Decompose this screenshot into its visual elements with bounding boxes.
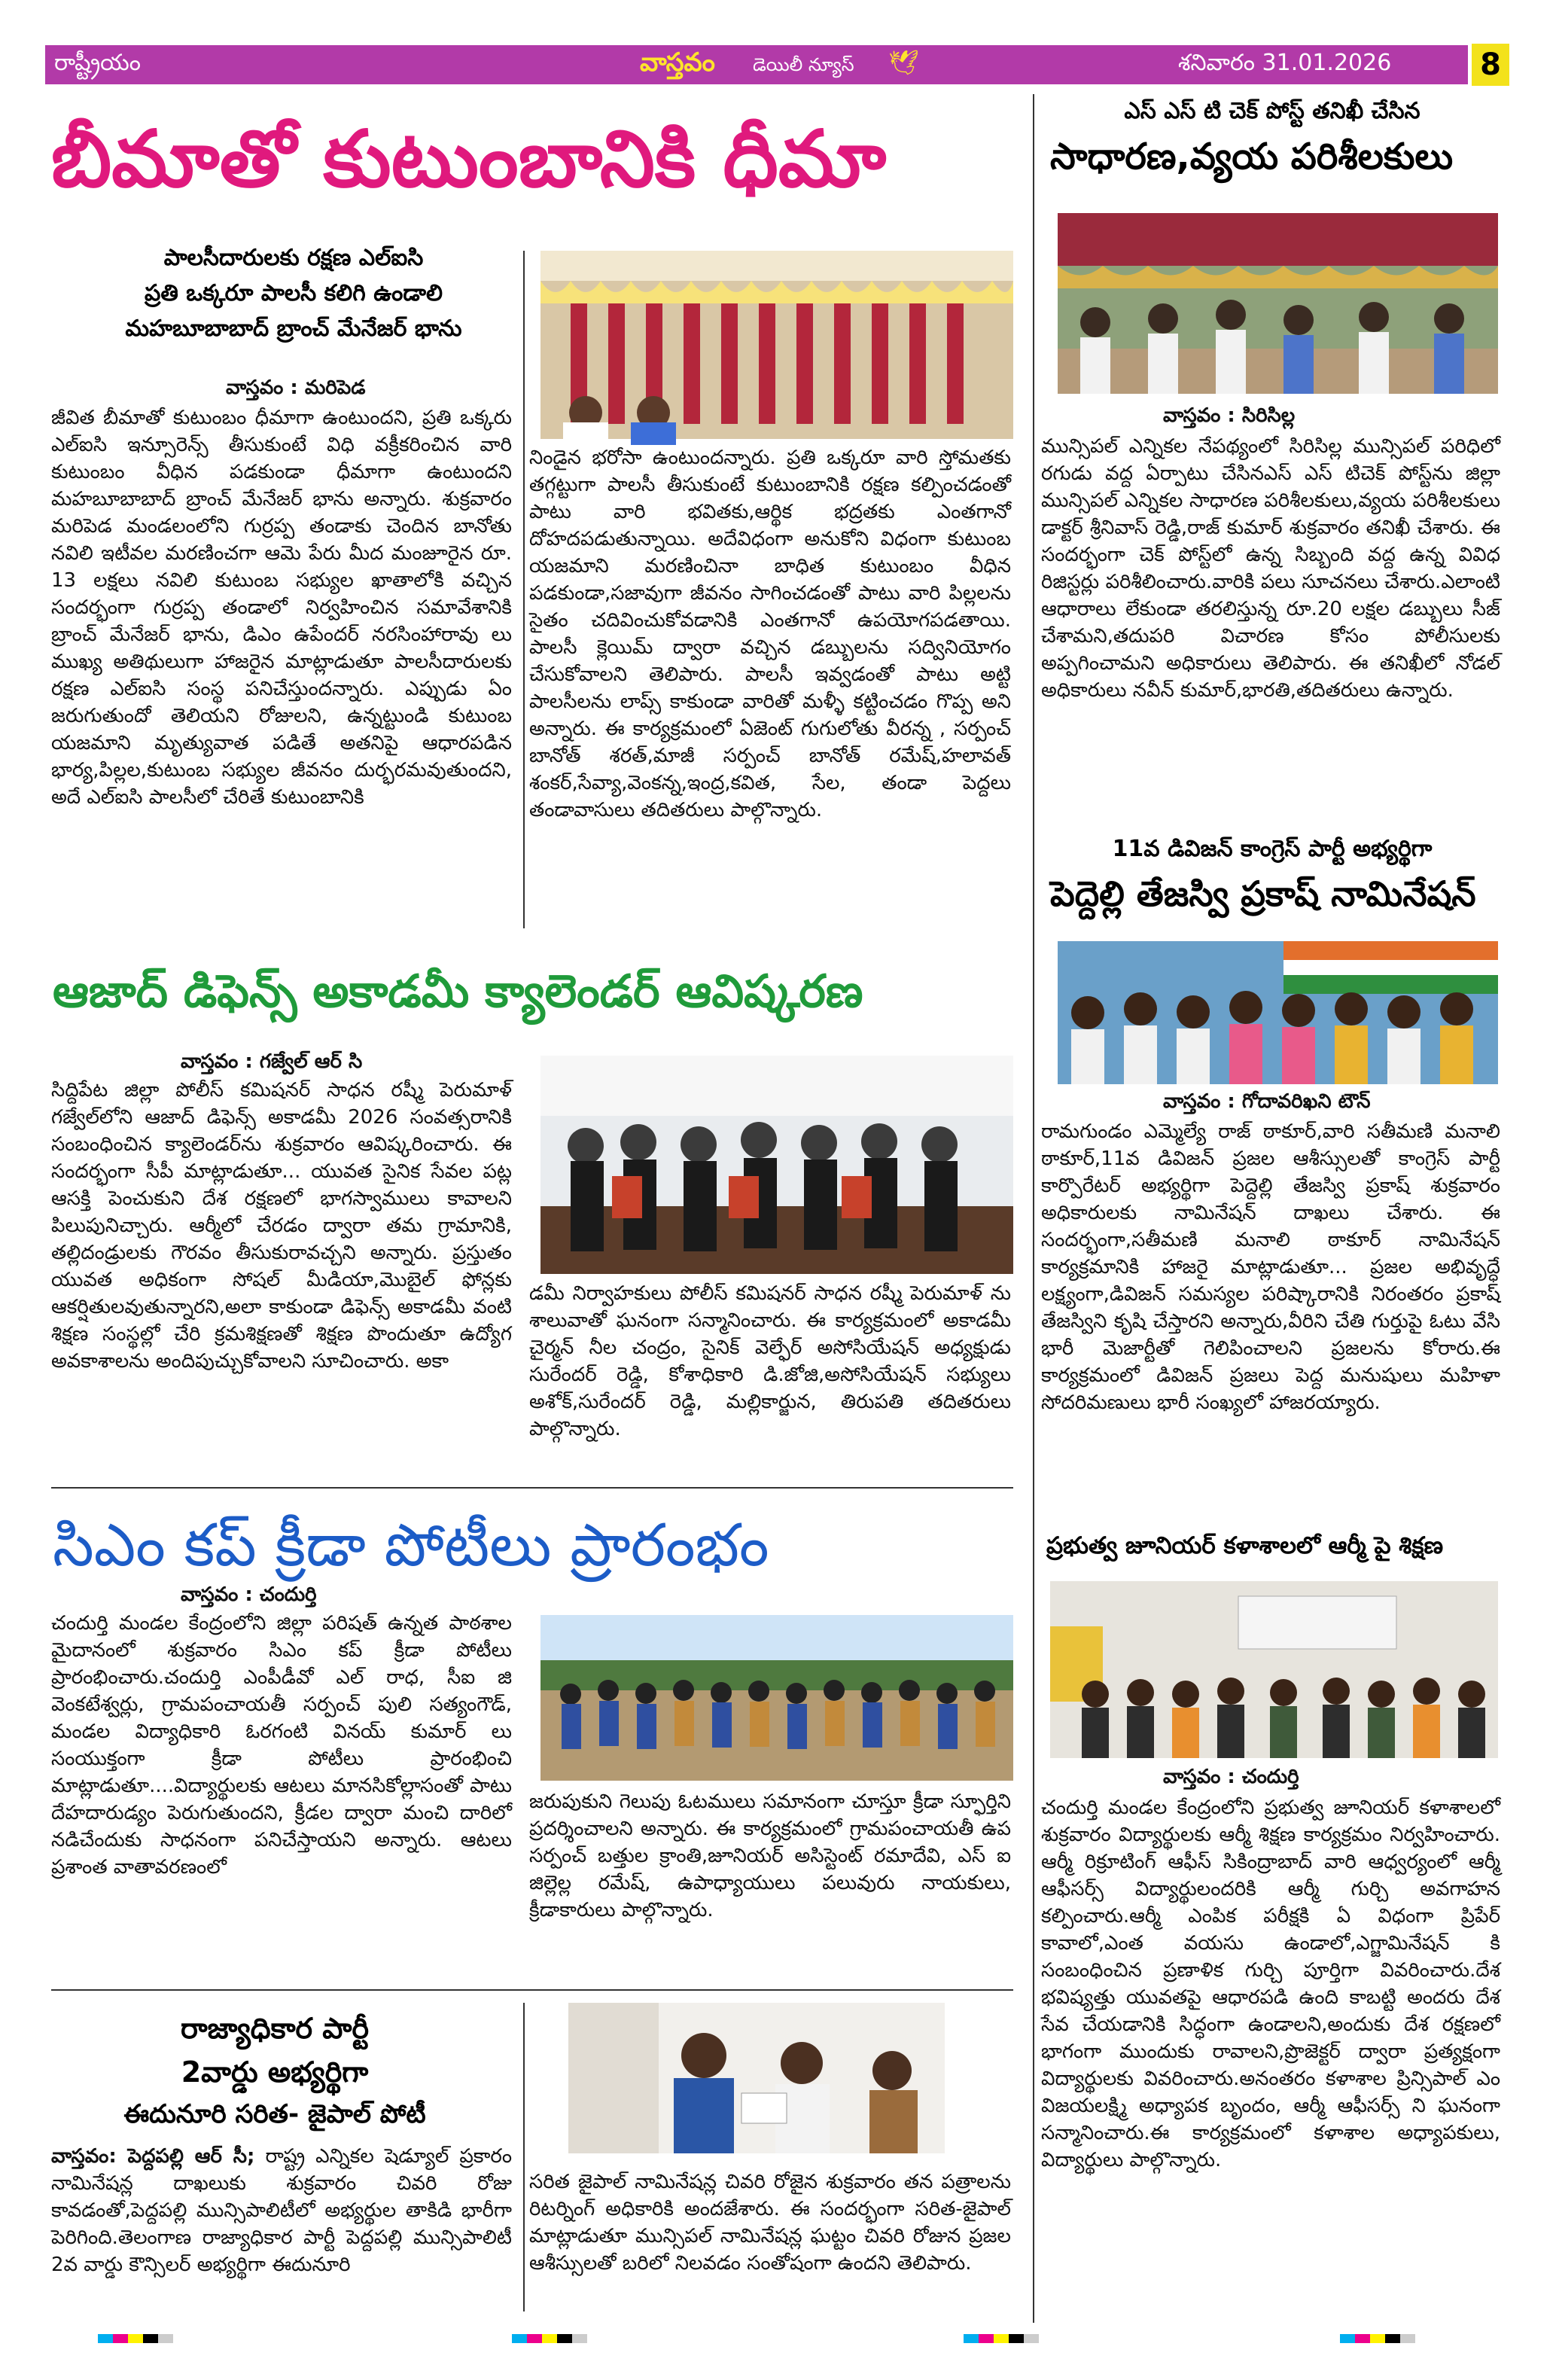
story4-text: రాష్ట్ర ఎన్నికల షెడ్యూల్ ప్రకారం నామినేషన్ల దాఖలుకు శుక్రవారం చివరి రోజు కావడంతో,పెద్దపల్లి మున్సిపాలిటీలో అభ్యర్థుల తాకిడి భారీగా పెరిగింది.తెలంగాణ రాజ్యాధికార పార్టీ పెద్దపల్లి మున్సిపాలిటీ 2వ వార్డు కౌన్సిలర్ అభ్యర్థిగా ఈదునూరి (51, 2145, 512, 2276)
story4-photo (568, 2003, 945, 2153)
divider (523, 2003, 525, 2311)
story3-headline: సిఎం కప్ క్రీడా పోటీలు ప్రారంభం (53, 1512, 769, 1580)
story1-photo (540, 251, 1013, 439)
column-divider (1033, 94, 1034, 2323)
story6-dateline: వాస్తవం : గోదావరిఖని టౌన్ (1163, 1090, 1371, 1113)
masthead-title: వాస్తవం (640, 47, 715, 78)
divider (51, 1989, 1013, 1991)
story2-column1: సిద్దిపేట జిల్లా పోలీస్ కమిషనర్ సాధన రష్మీ పెరుమాళ్ గజ్వేల్‌లోని ఆజాద్ డిఫెన్స్ అకాడమీ 2026 సంవత్సరానికి సంబంధించిన క్యాలెండర్‌ను శుక్రవారం ఆవిష్కరించారు. ఈ సందర్భంగా సీపీ మాట్లాడుతూ... యువత సైనిక సేవల పట్ల ఆసక్తి పెంచుకుని దేశ రక్షణలో భాగస్వాములు కావాలని పిలుపునిచ్చారు. ఆర్మీలో చేరడం ద్వారా తమ గ్రామానికి, తల్లిదండ్రులకు గౌరవం తీసుకురావచ్చని అన్నారు. ప్రస్తుతం యువత అధికంగా సోషల్ మీడియా,మొబైల్ ఫోన్లకు ఆకర్షితులవుతున్నారని,అలా కాకుండా డిఫెన్స్ అకాడమీ వంటి శిక్షణ సంస్థల్లో చేరి క్రమశిక్షణతో శిక్షణ పొందుతూ ఉద్యోగ అవకాశాలను అందిపుచ్చుకోవాలని సూచించారు. అకా (51, 1079, 512, 1373)
dove-icon: 🕊 (888, 48, 919, 77)
page-number: 8 (1472, 44, 1509, 86)
issue-date: శనివారం 31.01.2026 (1178, 50, 1392, 76)
story1-sub2: ప్రతి ఒక్కరూ పాలసీ కలిగి ఉండాలి (145, 280, 443, 306)
story2-dateline: వాస్తవం : గజ్వేల్ ఆర్ సి (181, 1050, 363, 1073)
story6-body: రామగుండం ఎమ్మెల్యే రాజ్ ఠాకూర్,వారి సతీమణి మనాలి ఠాకూర్,11వ డివిజన్ ప్రజల ఆశీస్సులతో కాంగ్రెస్ పార్టీ కార్పొరేటర్ అభ్యర్థిగా పెద్దెల్లి తేజస్వి ప్రకాష్ శుక్రవారం అధికారులకు నామినేషన్ దాఖలు చేశారు. ఈ సందర్భంగా,సతీమణి మనాలి ఠాకూర్ నామినేషన్ కార్యక్రమానికి హాజరై మాట్లాడుతూ... ప్రజల అభివృద్ధే లక్ష్యంగా,డివిజన్ సమస్యల పరిష్కారానికి నిరంతరం ప్రకాష్ తేజస్విని కృషి చేస్తారని అన్నారు,వీరిని చేతి గుర్తుపై ఓటు వేసి భారీ మెజార్టీతో గెలిపించాలని ప్రజలను కోరారు.ఈ కార్యక్రమంలో డివిజన్ ప్రజలు పెద్ద మనుషులు మహిళా సోదరిమణులు భారీ సంఖ్యలో హాజరయ్యారు. (1041, 1120, 1500, 1414)
registration-strip (512, 2334, 587, 2343)
story4-sub2: 2వార్డు అభ్యర్థిగా (181, 2055, 369, 2089)
story3-photo (540, 1615, 1013, 1781)
divider (523, 251, 525, 928)
story7-photo (1050, 1581, 1498, 1758)
story7-body: చందుర్తి మండల కేంద్రంలోని ప్రభుత్వ జూనియర్ కళాశాలలో శుక్రవారం విద్యార్థులకు ఆర్మీ శిక్షణ కార్యక్రమం నిర్వహించారు. ఆర్మీ రిక్రూటింగ్ ఆఫీస్ సికింద్రాబాద్ వారి ఆధ్వర్యంలో ఆర్మీ ఆఫీసర్స్ విద్యార్థులందరికి ఆర్మీ గుర్చి అవగాహన కల్పించారు.ఆర్మీ ఎంపిక పరీక్షకి ఏ విధంగా ప్రిపేర్ కావాలో,ఎంత వయసు ఉండాలో,ఎగ్జామినేషన్ కి సంబంధించిన ప్రణాళిక గుర్చి పూర్తిగా వివరించారు.దేశ భవిష్యత్తు యువతపై ఆధారపడి ఉంది కాబట్టి అందరు దేశ సేవ చేయడానికి సిద్ధంగా ఉండాలని,అందుకు దేశ రక్షణలో భాగంగా ముందుకు రావాలని,ప్రొజెక్టర్ ద్వారా ప్రత్యక్షంగా విద్యార్థులకు వివరించారు.అనంతరం కళాశాల ప్రిన్సిపాల్ ఎం విజయలక్ష్మి అధ్యాపక బృందం, ఆర్మీ ఆఫీసర్స్ ని ఘనంగా సన్మానించారు.ఈ కార్యక్రమంలో కళాశాల అధ్యాపకులు, విద్యార్థులు పాల్గొన్నారు. (1041, 1796, 1500, 2171)
story7-headline: ప్రభుత్వ జూనియర్ కళాశాలలో ఆర్మీ పై శిక్షణ (1046, 1532, 1444, 1559)
page-header-bar (45, 45, 1468, 84)
story5-photo (1058, 213, 1498, 394)
story1-dateline: వాస్తవం : మరిపెడ (226, 376, 366, 399)
section-label: రాష్ట్రీయం (54, 50, 141, 76)
story7-dateline: వాస్తవం : చందుర్తి (1163, 1766, 1299, 1788)
story5-dateline: వాస్తవం : సిరిసిల్ల (1163, 404, 1296, 427)
story4-dateline: వాస్తవం: పెద్దపల్లి ఆర్ సీ; (51, 2145, 255, 2168)
story4-column2: సరిత జైపాల్ నామినేషన్ల చివరి రోజైన శుక్రవారం తన పత్రాలను రిటర్నింగ్ అధికారికి అందజేశారు. ఈ సందర్భంగా సరిత-జైపాల్ మాట్లాడుతూ మున్సిపల్ నామినేషన్ల ఘట్టం చివరి రోజున ప్రజల ఆశీస్సులతో బరిలో నిలవడం సంతోషంగా ఉందని తెలిపారు. (529, 2171, 1011, 2275)
story2-column2: డమీ నిర్వాహకులు పోలీస్ కమిషనర్ సాధన రష్మీ పెరుమాళ్ ను శాలువాతో ఘనంగా సన్మానించారు. ఈ కార్యక్రమంలో అకాడమీ చైర్మన్ నీల చంద్రం, సైనిక్ వెల్ఫేర్ అసోసియేషన్ అధ్యక్షుడు సురేందర్ రెడ్డి, కోశాధికారి డి.జోజి,అసోసియేషన్ సభ్యులు అశోక్,సురేందర్ రెడ్డి, మల్లికార్జున, తిరుపతి తదితరులు పాల్గొన్నారు. (529, 1282, 1011, 1440)
story6-kicker: 11వ డివిజన్ కాంగ్రెస్ పార్టీ అభ్యర్థిగా (1112, 836, 1433, 862)
story1-column1: జీవిత బీమాతో కుటుంబం ధీమాగా ఉంటుందని, ప్రతి ఒక్కరు ఎల్ఐసి ఇన్సూరెన్స్ తీసుకుంటే విధి వక్రీకరించిన వారి కుటుంబం వీధిన పడకుండా ధీమాగా ఉంటుందని మహబూబాబాద్ బ్రాంచ్ మేనేజర్ భాను అన్నారు. శుక్రవారం మరిపెడ మండలంలోని గుర్రప్ప తండాకు చెందిన బానోతు నవిలి ఇటీవల మరణించగా ఆమె పేరు మీద మంజూరైన రూ. 13 లక్షలు నవిలి కుటుంబ సభ్యుల ఖాతాలోకి వచ్చిన సందర్భంగా గుర్రప్ప తండాలో నిర్వహించిన సమావేశానికి బ్రాంచ్ మేనేజర్ భాను, డిఎం ఉపేందర్ నరసింహారావు లు ముఖ్య అతిథులుగా హాజరైన మాట్లాడుతూ పాలసీదారులకు రక్షణ ఎల్ఐసి సంస్థ పనిచేస్తుందన్నారు. ఎప్పుడు ఏం జరుగుతుందో తెలియని రోజులని, ఉన్నట్టుండి కుటుంబ యజమాని మృత్యువాత పడితే అతనిపై ఆధారపడిన భార్య,పిల్లల,కుటుంబ సభ్యుల జీవనం దుర్భరమవుతుందని, అదే ఎల్ఐసి పాలసీలో చేరితే కుటుంబానికి (51, 407, 512, 809)
story1-column2: నిండైన భరోసా ఉంటుందన్నారు. ప్రతి ఒక్కరూ వారి స్తోమతకు తగ్గట్టుగా పాలసీ తీసుకుంటే కుటుంబానికి రక్షణ కల్పించడంతో పాటు వారి భవితకు,ఆర్థిక భద్రతకు ఎంతగానో దోహదపడుతున్నాయి. అదేవిధంగా అనుకోని విధంగా కుటుంబ యజమాని మరణించినా బాధిత కుటుంబం వీధిన పడకుండా,సజావుగా జీవనం సాగించడంతో పాటు వారి పిల్లలను సైతం చదివించుకోవడానికి ఎంతగానో ఉపయోగపడతాయి. పాలసీ క్లెయిమ్ ద్వారా వచ్చిన డబ్బులను సద్వినియోగం చేసుకోవాలని తెలిపారు. పాలసీ ఇవ్వడంతో పాటు అట్టి పాలసీలను లాప్స్ కాకుండా వారితో మళ్ళీ కట్టించడం గొప్ప అని అన్నారు. ఈ కార్యక్రమంలో ఏజెంట్ గుగులోతు వీరన్న , సర్పంచ్ బానోత్ శరత్,మాజీ సర్పంచ్ బానోత్ రమేష్,హలావత్ శంకర్,సేవ్యా,వెంకన్న,ఇంద్ర,కవిత, సేల, తండా పెద్దలు తండావాసులు తదితరులు పాల్గొన్నారు. (529, 446, 1011, 821)
story3-column1: చందుర్తి మండల కేంద్రంలోని జిల్లా పరిషత్ ఉన్నత పాఠశాల మైదానంలో శుక్రవారం సిఎం కప్ క్రీడా పోటీలు ప్రారంభించారు.చందుర్తి ఎంపీడీవో ఎల్ రాధ, సీఐ జి వెంకటేశ్వర్లు, గ్రామపంచాయతీ సర్పంచ్ పులి సత్యంగౌడ్, మండల విద్యాధికారి ఓరగంటి వినయ్ కుమార్ లు సంయుక్తంగా క్రీడా పోటీలు ప్రారంభించి మాట్లాడుతూ....విద్యార్థులకు ఆటలు మానసికోల్లాసంతో పాటు దేహదారుడ్యం పెరుగుతుందని, క్రీడల ద్వారా మంచి దారిలో నడిచేందుకు సాధనంగా పనిచేస్తాయని అన్నారు. ఆటలు ప్రశాంత వాతావరణంలో (51, 1612, 512, 1879)
story5-headline: సాధారణ,వ్యయ పరిశీలకులు (1050, 136, 1454, 178)
registration-strip (98, 2334, 173, 2343)
story2-headline: ఆజాద్ డిఫెన్స్ అకాడమీ క్యాలెండర్ ఆవిష్కరణ (53, 965, 863, 1018)
story6-photo (1058, 941, 1498, 1084)
story4-sub3: ఈదునూరి సరిత- జైపాల్ పోటీ (123, 2099, 426, 2129)
story6-headline: పెద్దెల్లి తేజస్వి ప్రకాష్ నామినేషన్ (1050, 873, 1476, 914)
story1-sub1: పాలసీదారులకు రక్షణ ఎల్ఐసి (163, 245, 424, 271)
story1-sub3: మహబూబాబాద్ బ్రాంచ్ మేనేజర్ భాను (125, 315, 462, 342)
story1-headline: బీమాతో కుటుంబానికి ధీమా (51, 113, 887, 205)
story2-photo (540, 1056, 1013, 1274)
story5-kicker: ఎస్ ఎస్ టి చెక్ పోస్ట్ తనిఖీ చేసిన (1124, 98, 1420, 124)
story3-column2: జరుపుకుని గెలుపు ఓటములు సమానంగా చూస్తూ క్రీడా స్ఫూర్తిని ప్రదర్శించాలని అన్నారు. ఈ కార్యక్రమంలో గ్రామపంచాయతీ ఉప సర్పంచ్ బత్తుల క్రాంతి,జూనియర్ అసిస్టెంట్ రమాదేవి, ఎస్ ఐ జిల్లెల్ల రమేష్, ఉపాధ్యాయులు పలువురు నాయకులు, క్రీడాకారులు పాల్గొన్నారు. (529, 1790, 1011, 1921)
story5-body: మున్సిపల్ ఎన్నికల నేపథ్యంలో సిరిసిల్ల మున్సిపల్ పరిధిలో రగుడు వద్ద ఏర్పాటు చేసినఎస్ ఎస్ టిచెక్ పోస్ట్‌ను జిల్లా మున్సిపల్ ఎన్నికల సాధారణ పరిశీలకులు,వ్యయ పరిశీలకులు డాక్టర్ శ్రీనివాస్ రెడ్డి,రాజ్ కుమార్ శుక్రవారం తనిఖీ చేశారు. ఈ సందర్భంగా చెక్ పోస్ట్‌లో ఉన్న సిబ్బంది వద్ద ఉన్న వివిధ రిజిస్టర్లు పరిశీలించారు.వారికి పలు సూచనలు చేశారు.ఎలాంటి ఆధారాలు లేకుండా తరలిస్తున్న రూ.20 లక్షల డబ్బులు సీజ్ చేశామని,తదుపరి విచారణ కోసం పోలీసులకు అప్పగించామని అధికారులు తెలిపారు. ఈ తనిఖీలో నోడల్ అధికారులు నవీన్ కుమార్,భారతి,తదితరులు ఉన్నారు. (1041, 435, 1500, 702)
divider (51, 1487, 1013, 1489)
story4-column1 (51, 2143, 512, 2286)
registration-strip (964, 2334, 1039, 2343)
story3-dateline: వాస్తవం : చందుర్తి (181, 1583, 317, 1606)
registration-strip (1340, 2334, 1415, 2343)
story4-sub1: రాజ్యాధికార పార్టీ (180, 2012, 369, 2045)
masthead-subtitle: డెయిలీ న్యూస్ (753, 54, 854, 75)
